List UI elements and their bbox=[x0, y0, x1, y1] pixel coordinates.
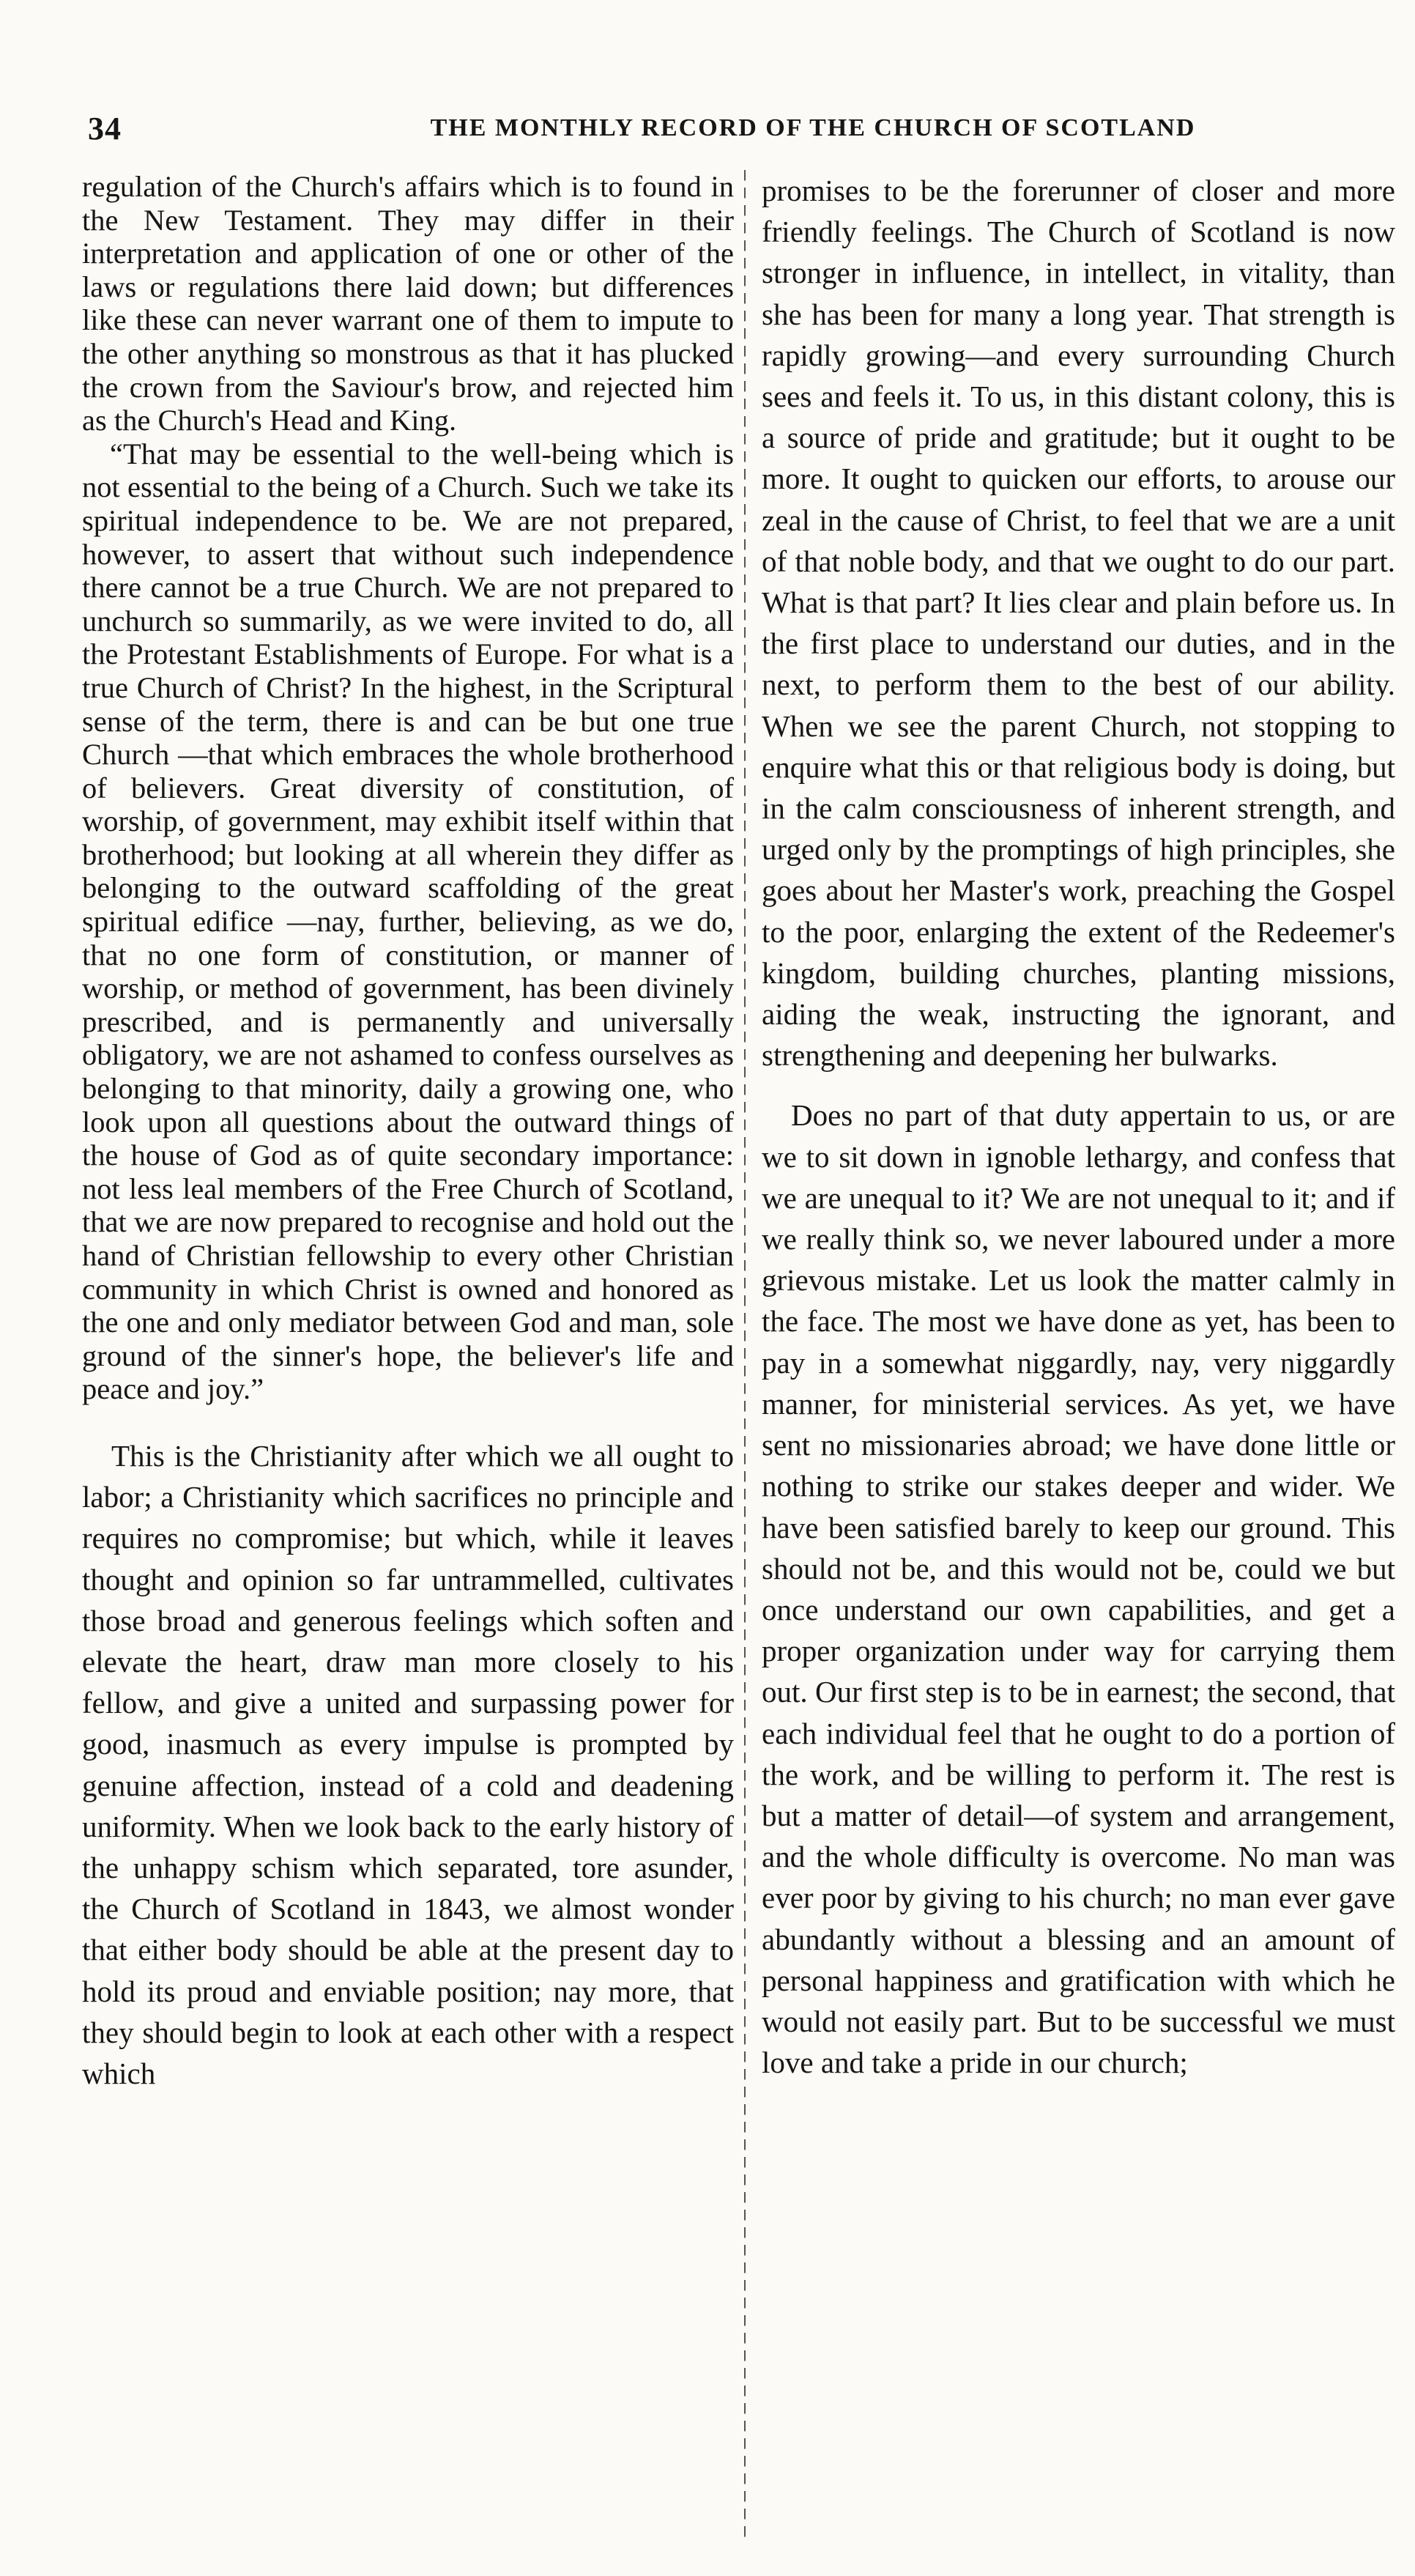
left-paragraph-2-quotation: “That may be essential to the well-being which is not essential to the being of a Church. Such we take its spiritual independence to be. We are not prepared, however, to assert that without such independence there cannot be a true Church. We are not prepared to unchurch so summarily, as we were invited to do, all the Protestant Establishments of Europe. For what is a true Church of Christ? In the highest, in the Scriptural sense of the term, there is and can be but one true Church —that which embraces the whole brotherhood of believers. Great diversity of constitution, of worship, of government, may exhibit itself within that brotherhood; but looking at all wherein they differ as belonging to the outward scaffolding of the great spiritual edifice —nay, further, believing, as we do, that no one form of constitution, or manner of worship, or method of government, has been divinely prescribed, and is permanently and universally obligatory, we are not ashamed to confess ourselves as belonging to that minority, daily a growing one, who look upon all questions about the outward things of the house of God as of quite secondary importance: not less leal members of the Free Church of Scotland, that we are now prepared to recognise and hold out the hand of Christian fellowship to every other Christian community in which Christ is owned and honored as the one and only mediator between God and man, sole ground of the sinner's hope, the believer's life and peace and joy.” bbox=[82, 437, 734, 1406]
page-header bbox=[88, 110, 1326, 154]
left-column bbox=[82, 170, 734, 2536]
left-paragraph-3: This is the Christianity after which we all ought to labor; a Christianity which sacrifices no principle and requires no compromise; but which, while it leaves thought and opinion so far untrammelled, cultivates those broad and generous feelings which soften and elevate the heart, draw man more closely to his fellow, and give a united and surpassing power for good, inasmuch as every impulse is prompted by genuine affection, instead of a cold and deadening uniformity. When we look back to the early history of the unhappy schism which separated, tore asunder, the Church of Scotland in 1843, we almost wonder that either body should be able at the present day to hold its proud and enviable position; nay more, that they should begin to look at each other with a respect which bbox=[82, 1438, 734, 2091]
column-divider bbox=[744, 170, 746, 2544]
right-paragraph-2: Does no part of that duty appertain to us, or are we to sit down in ignoble lethargy, and confess that we are unequal to it? We are not unequal to it; and if we really think so, we never laboured under a more grievous mistake. Let us look the matter calmly in the face. The most we have done as yet, has been to pay in a somewhat niggardly, nay, very niggardly manner, for ministerial services. As yet, we have sent no missionaries abroad; we have done little or nothing to strike our stakes deeper and wider. We have been satisfied barely to keep our ground. This should not be, and this would not be, could we but once understand our own capabilities, and get a proper organization under way for carrying them out. Our first step is to be in earnest; the second, that each individual feel that he ought to do a portion of the work, and be willing to perform it. The rest is but a matter of detail—of system and arrangement, and the whole difficulty is overcome. No man was ever poor by giving to his church; no man ever gave abundantly without a blessing and an amount of personal happiness and gratification with which he would not easily part. But to be successful we must love and take a pride in our church; bbox=[762, 1098, 1395, 2080]
running-title: THE MONTHLY RECORD OF THE CHURCH OF SCOTLAND bbox=[430, 114, 1196, 141]
right-column bbox=[762, 170, 1395, 2536]
page-number: 34 bbox=[88, 111, 122, 147]
right-paragraph-1: promises to be the forerunner of closer and more friendly feelings. The Church of Scotland is now stronger in influence, in intellect, in vitality, than she has been for many a long year. That strength is rapidly growing—and every surrounding Church sees and feels it. To us, in this distant colony, this is a source of pride and gratitude; but it ought to be more. It ought to quicken our efforts, to arouse our zeal in the cause of Christ, to feel that we are a unit of that noble body, and that we ought to do our part. What is that part? It lies clear and plain before us. In the first place to understand our duties, and in the next, to perform them to the best of our ability. When we see the parent Church, not stopping to enquire what this or that religious body is doing, but in the calm consciousness of inherent strength, and urged only by the promptings of high principles, she goes about her Master's work, preaching the Gospel to the poor, enlarging the extent of the Redeemer's kingdom, building churches, planting missions, aiding the weak, instructing the ignorant, and strengthening and deepening her bulwarks. bbox=[762, 174, 1395, 1073]
left-paragraph-1: regulation of the Church's affairs which is to found in the New Testament. They may differ in their interpretation and application of one or other of the laws or regulations there laid down; but differences like these can never warrant one of them to impute to the other anything so monstrous as that it has plucked the crown from the Saviour's brow, and rejected him as the Church's Head and King. bbox=[82, 170, 734, 437]
